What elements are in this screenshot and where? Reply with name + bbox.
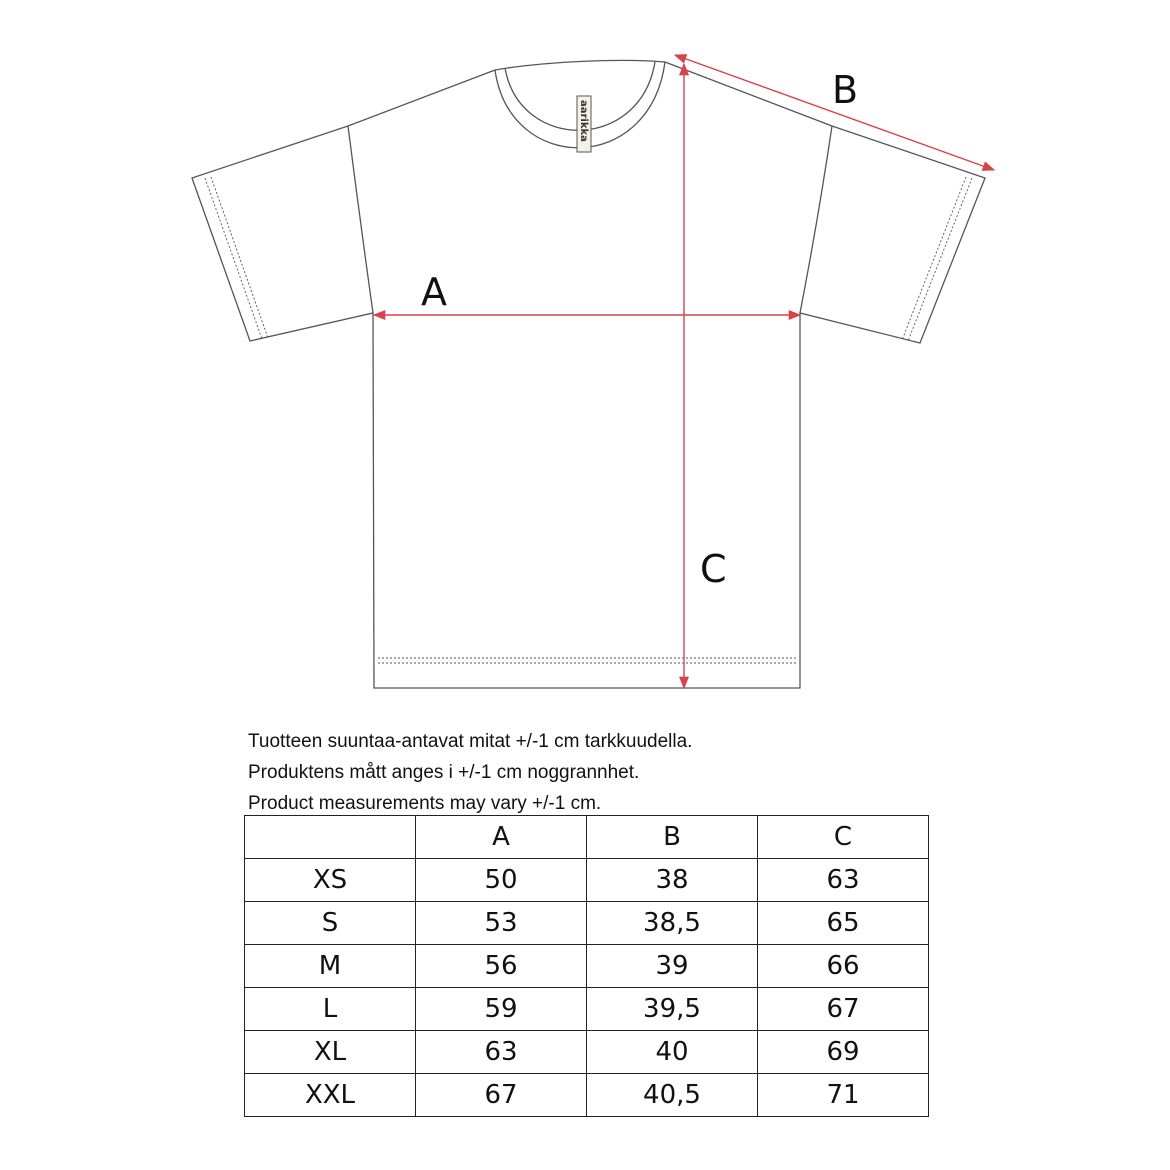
value-c-cell: 71 xyxy=(758,1074,929,1117)
label-a: A xyxy=(421,270,447,314)
value-c-cell: 66 xyxy=(758,945,929,988)
value-b-cell: 39 xyxy=(587,945,758,988)
table-row xyxy=(245,902,929,945)
value-c-cell: 69 xyxy=(758,1031,929,1074)
measurement-notes xyxy=(248,726,948,819)
header-size xyxy=(245,816,416,859)
value-b-cell: 38,5 xyxy=(587,902,758,945)
brand-tag xyxy=(577,96,591,152)
note-english: Product measurements may vary +/-1 cm. xyxy=(248,793,602,814)
table-header-row xyxy=(245,816,929,859)
value-b-cell: 39,5 xyxy=(587,988,758,1031)
value-c-cell: 67 xyxy=(758,988,929,1031)
value-b-cell: 40,5 xyxy=(587,1074,758,1117)
brand-tag-text: aarikka xyxy=(578,100,589,142)
value-b-cell: 40 xyxy=(587,1031,758,1074)
note-finnish: Tuotteen suuntaa-antavat mitat +/-1 cm tarkkuudella. xyxy=(248,731,693,752)
size-cell: L xyxy=(245,988,416,1031)
value-a-cell: 67 xyxy=(416,1074,587,1117)
table-row xyxy=(245,1031,929,1074)
size-cell: XXL xyxy=(245,1074,416,1117)
value-a-cell: 59 xyxy=(416,988,587,1031)
header-a: A xyxy=(416,816,587,859)
size-cell: XL xyxy=(245,1031,416,1074)
value-c-cell: 65 xyxy=(758,902,929,945)
table-row xyxy=(245,988,929,1031)
value-a-cell: 53 xyxy=(416,902,587,945)
value-a-cell: 56 xyxy=(416,945,587,988)
size-cell: XS xyxy=(245,859,416,902)
note-swedish: Produktens mått anges i +/-1 cm noggrannhet. xyxy=(248,762,640,783)
value-a-cell: 50 xyxy=(416,859,587,902)
label-b: B xyxy=(832,68,859,112)
value-c-cell: 63 xyxy=(758,859,929,902)
value-b-cell: 38 xyxy=(587,859,758,902)
table-row xyxy=(245,1074,929,1117)
tshirt-outline xyxy=(192,60,985,688)
label-c: C xyxy=(700,547,727,591)
table-row xyxy=(245,945,929,988)
table-row xyxy=(245,859,929,902)
value-a-cell: 63 xyxy=(416,1031,587,1074)
size-cell: M xyxy=(245,945,416,988)
header-c: C xyxy=(758,816,929,859)
header-b: B xyxy=(587,816,758,859)
size-cell: S xyxy=(245,902,416,945)
size-table xyxy=(244,815,929,1117)
